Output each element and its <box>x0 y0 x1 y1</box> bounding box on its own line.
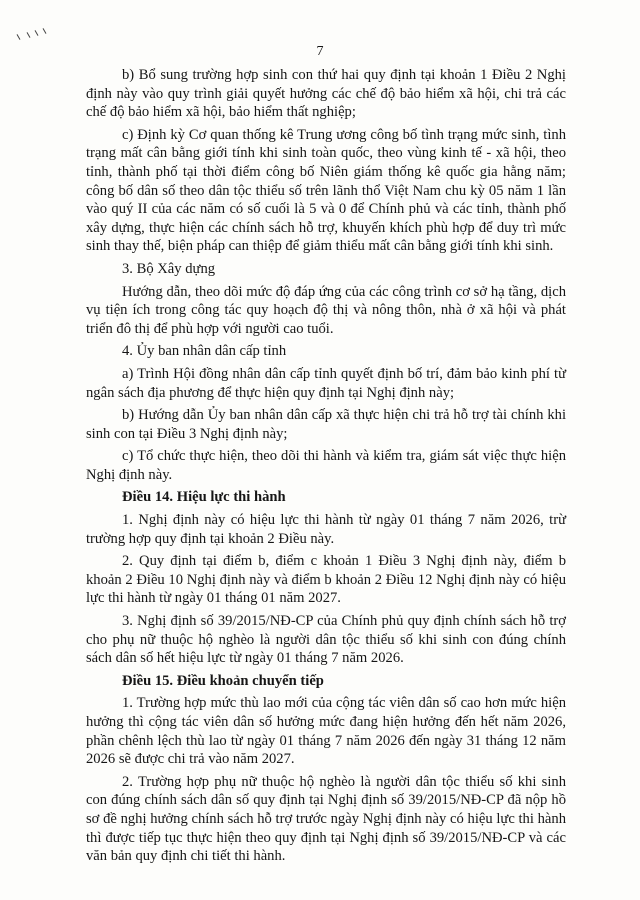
paragraph-13-3-guidance: Hướng dẫn, theo dõi mức độ đáp ứng của các công trình cơ sở hạ tầng, dịch vụ tiện ích trong công tác quy hoạch độ thị và nông thôn, nhà ở xã hội và phát triển đô thị để phù hợp với người cao tuổi. <box>86 283 566 337</box>
paragraph-14-1: 1. Nghị định này có hiệu lực thi hành từ ngày 01 tháng 7 năm 2026, trừ trường hợp quy định tại khoản 2 Điều này. <box>86 512 566 547</box>
paragraph-13-4b: b) Hướng dẫn Ủy ban nhân dân cấp xã thực hiện chi trả hỗ trợ tài chính khi sinh con tại Điều 3 Nghị định này; <box>86 407 566 442</box>
paragraph-13-2c: c) Định kỳ Cơ quan thống kê Trung ương công bố tình trạng mức sinh, tình trạng mất cân bằng giới tính khi sinh toàn quốc, theo vùng kinh tế - xã hội, theo tỉnh, thành phố tại thời điểm công bố Niên giám thống kê quốc gia hằng năm; công bố dân số theo dân tộc thiểu số trên lãnh thổ Việt Nam chu kỳ 05 năm 1 lần vào quý II của các năm có số cuối là 5 và 0 để Chính phủ và các tỉnh, thành phố xây dựng, thực hiện các chính sách hỗ trợ, khuyến khích phù hợp để duy trì mức sinh thay thế, biện pháp can thiệp để giảm thiểu mất cân bằng giới tính khi sinh. <box>86 126 566 255</box>
page-number: 7 <box>316 44 324 59</box>
paragraph-14-3: 3. Nghị định số 39/2015/NĐ-CP của Chính phủ quy định chính sách hỗ trợ cho phụ nữ thuộc hộ nghèo là người dân tộc thiểu số khi sinh con đúng chính sách dân số hết hiệu lực từ ngày 01 tháng 7 năm 2026. <box>86 613 566 667</box>
paragraph-15-1: 1. Trường hợp mức thù lao mới của cộng tác viên dân số cao hơn mức hiện hưởng thì cộng tác viên dân số hưởng mức đang hiện hưởng đến hết năm 2026, phần chênh lệch thù lao từ ngày 01 tháng 7 năm 2026 đến ngày 31 tháng 12 năm 2026 sẽ được chi trả vào năm 2027. <box>86 695 566 768</box>
paragraph-13-4a: a) Trình Hội đồng nhân dân cấp tỉnh quyết định bố trí, đảm bảo kinh phí từ ngân sách địa phương để thực hiện quy định tại Nghị định này; <box>86 365 566 401</box>
article-15-heading: Điều 15. Điều khoản chuyển tiếp <box>122 672 324 689</box>
paragraph-14-2: 2. Quy định tại điểm b, điểm c khoản 1 Điều 3 Nghị định này, điểm b khoản 2 Điều 10 Nghị định này và điểm b khoản 2 Điều 12 Nghị định này có hiệu lực thi hành từ ngày 01 tháng 01 năm 2027. <box>86 553 566 607</box>
paragraph-13-2b: b) Bổ sung trường hợp sinh con thứ hai quy định tại khoản 1 Điều 2 Nghị định này vào quy trình giải quyết hưởng các chế độ bảo hiểm xã hội, chi trả các chế độ bảo hiểm xã hội, bảo hiểm thất nghiệp; <box>86 67 566 121</box>
heading-13-3-ministry-construction: 3. Bộ Xây dựng <box>122 260 216 277</box>
paragraph-13-4c: c) Tổ chức thực hiện, theo dõi thi hành và kiểm tra, giám sát việc thực hiện Nghị định này. <box>86 448 566 483</box>
heading-13-4-provincial-committee: 4. Ủy ban nhân dân cấp tỉnh <box>122 343 287 360</box>
document-body <box>86 66 566 870</box>
paragraph-15-2: 2. Trường hợp phụ nữ thuộc hộ nghèo là người dân tộc thiểu số khi sinh con đúng chính sách dân số quy định tại Nghị định số 39/2015/NĐ-CP đã nộp hồ sơ đề nghị hưởng chính sách hỗ trợ trước ngày Nghị định này có hiệu lực thi hành thì được tiếp tục thực hiện theo quy định tại Nghị định số 39/2015/NĐ-CP và các văn bản quy định chi tiết thi hành. <box>86 773 566 865</box>
article-14-heading: Điều 14. Hiệu lực thi hành <box>122 489 286 506</box>
